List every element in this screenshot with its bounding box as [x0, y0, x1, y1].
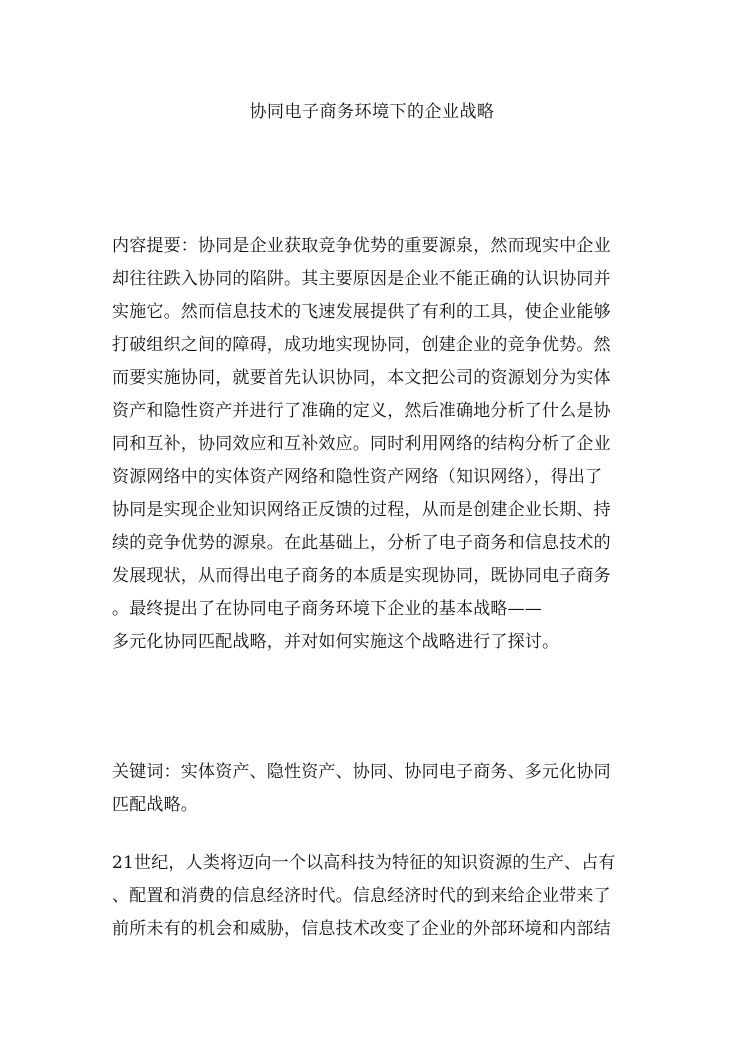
abstract-line: 协同是实现企业知识网络正反馈的过程，从而是创建企业长期、持	[112, 500, 611, 520]
abstract-line: 打破组织之间的障碍，成功地实现协同，创建企业的竞争优势。然	[112, 335, 611, 355]
abstract-line: 却往往跌入协同的陷阱。其主要原因是企业不能正确的认识协同并	[112, 269, 611, 289]
abstract-line: 内容提要：协同是企业获取竞争优势的重要源泉，然而现实中企业	[112, 236, 611, 256]
keywords-line: 关键词：实体资产、隐性资产、协同、协同电子商务、多元化协同	[112, 762, 611, 782]
document-title: 协同电子商务环境下的企业战略	[249, 102, 495, 122]
abstract-line: 而要实施协同，就要首先认识协同，本文把公司的资源划分为实体	[112, 368, 611, 388]
body-line: 前所未有的机会和威胁，信息技术改变了企业的外部环境和内部结	[112, 919, 611, 939]
abstract-line: 多元化协同匹配战略，并对如何实施这个战略进行了探讨。	[112, 632, 560, 652]
abstract-line: 实施它。然而信息技术的飞速发展提供了有利的工具，使企业能够	[112, 302, 611, 322]
abstract-line: 续的竞争优势的源泉。在此基础上，分析了电子商务和信息技术的	[112, 533, 611, 553]
abstract-line: 资源网络中的实体资产网络和隐性资产网络（知识网络），得出了	[112, 467, 603, 487]
body-line: 、配置和消费的信息经济时代。信息经济时代的到来给企业带来了	[112, 886, 611, 906]
abstract-paragraph	[112, 230, 632, 659]
body-paragraph	[112, 847, 632, 946]
keywords-line: 匹配战略。	[112, 795, 198, 815]
abstract-line: 。最终提出了在协同电子商务环境下企业的基本战略——	[112, 599, 542, 619]
abstract-line: 资产和隐性资产并进行了准确的定义，然后准确地分析了什么是协	[112, 401, 611, 421]
body-line: 21世纪，人类将迈向一个以高科技为特征的知识资源的生产、占有	[112, 853, 616, 873]
abstract-line: 同和互补，协同效应和互补效应。同时利用网络的结构分析了企业	[112, 434, 611, 454]
keywords-paragraph	[112, 756, 632, 822]
abstract-line: 发展现状，从而得出电子商务的本质是实现协同，既协同电子商务	[112, 566, 611, 586]
